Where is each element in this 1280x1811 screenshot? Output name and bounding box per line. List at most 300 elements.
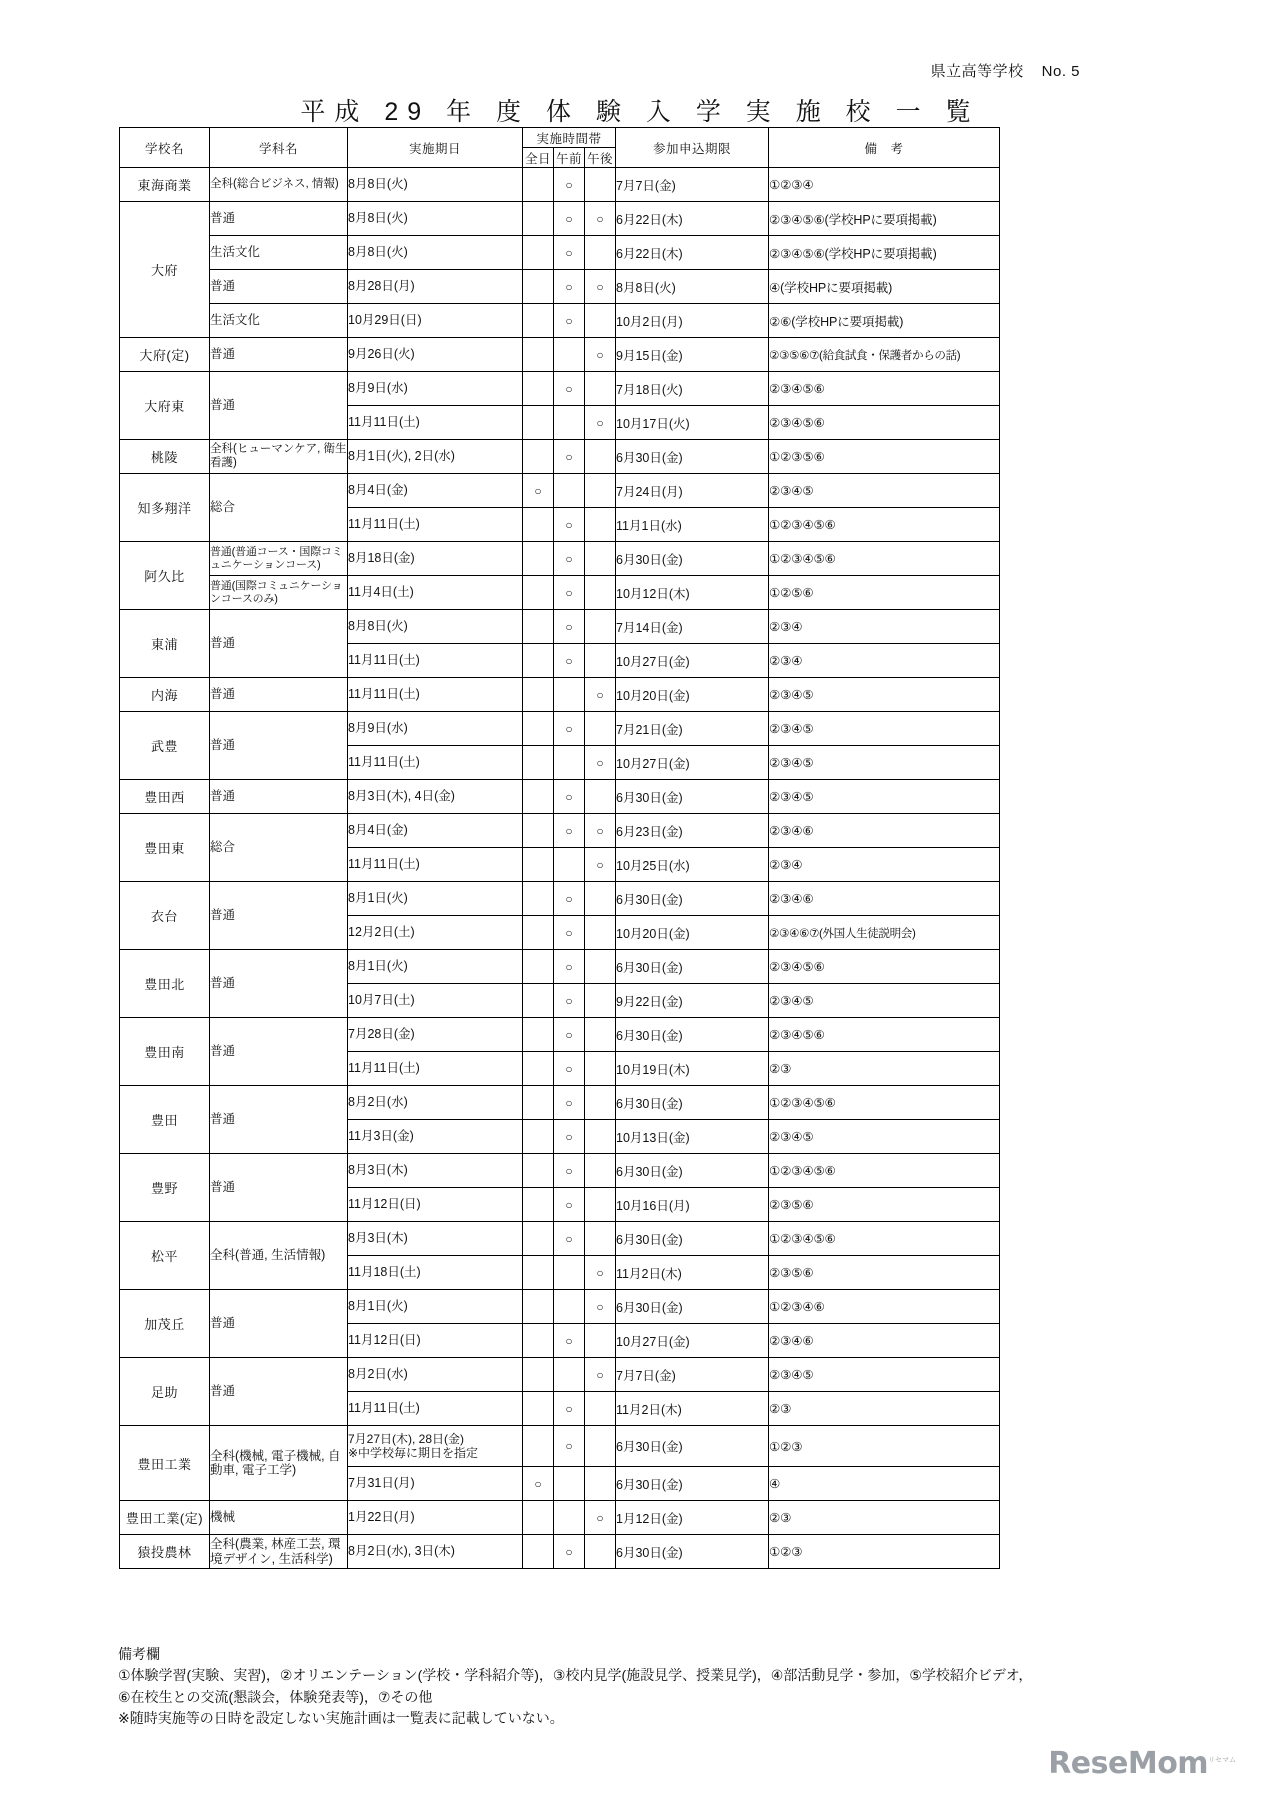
cell-school-name: 桃陵 bbox=[120, 440, 210, 474]
cell-department-name: 普通 bbox=[210, 372, 348, 440]
cell-department-name: 普通 bbox=[210, 338, 348, 372]
cell-pm-mark: ○ bbox=[585, 338, 616, 372]
cell-implementation-date: 11月11日(土) bbox=[348, 1392, 523, 1426]
cell-allday-mark bbox=[523, 1188, 554, 1222]
cell-allday-mark bbox=[523, 644, 554, 678]
cell-implementation-date: 8月1日(火) bbox=[348, 1290, 523, 1324]
cell-am-mark: ○ bbox=[554, 644, 585, 678]
cell-am-mark: ○ bbox=[554, 1120, 585, 1154]
cell-remarks: ②③④⑤⑥(学校HPに要項掲載) bbox=[769, 202, 1000, 236]
cell-school-name: 大府東 bbox=[120, 372, 210, 440]
cell-pm-mark bbox=[585, 1120, 616, 1154]
table-row bbox=[120, 474, 1000, 508]
cell-remarks: ②③④⑤ bbox=[769, 678, 1000, 712]
cell-implementation-date: 8月1日(火) bbox=[348, 950, 523, 984]
cell-application-deadline: 10月27日(金) bbox=[616, 644, 769, 678]
cell-am-mark bbox=[554, 406, 585, 440]
cell-am-mark: ○ bbox=[554, 610, 585, 644]
cell-remarks: ②③ bbox=[769, 1501, 1000, 1535]
cell-am-mark: ○ bbox=[554, 1018, 585, 1052]
logo-text: ReseMom bbox=[1048, 1746, 1209, 1781]
cell-allday-mark bbox=[523, 236, 554, 270]
cell-remarks: ②③④⑥ bbox=[769, 814, 1000, 848]
cell-department-name: 機械 bbox=[210, 1501, 348, 1535]
cell-am-mark: ○ bbox=[554, 1392, 585, 1426]
cell-allday-mark bbox=[523, 304, 554, 338]
cell-implementation-date: 8月4日(金) bbox=[348, 474, 523, 508]
cell-remarks: ②③⑤⑥⑦(給食試食・保護者からの話) bbox=[769, 338, 1000, 372]
cell-pm-mark: ○ bbox=[585, 1290, 616, 1324]
cell-am-mark bbox=[554, 1358, 585, 1392]
cell-pm-mark bbox=[585, 1392, 616, 1426]
cell-application-deadline: 6月23日(金) bbox=[616, 814, 769, 848]
cell-application-deadline: 6月30日(金) bbox=[616, 882, 769, 916]
cell-remarks: ②③④⑥ bbox=[769, 882, 1000, 916]
table-row bbox=[120, 814, 1000, 848]
cell-am-mark: ○ bbox=[554, 304, 585, 338]
cell-application-deadline: 10月12日(木) bbox=[616, 576, 769, 610]
cell-department-name: 全科(農業, 林産工芸, 環境デザイン, 生活科学) bbox=[210, 1535, 348, 1569]
table-row bbox=[120, 168, 1000, 202]
cell-implementation-date: 11月11日(土) bbox=[348, 746, 523, 780]
cell-pm-mark bbox=[585, 1324, 616, 1358]
cell-department-name: 全科(普通, 生活情報) bbox=[210, 1222, 348, 1290]
cell-allday-mark bbox=[523, 882, 554, 916]
cell-remarks: ①②③ bbox=[769, 1535, 1000, 1569]
cell-remarks: ②⑥(学校HPに要項掲載) bbox=[769, 304, 1000, 338]
cell-application-deadline: 6月30日(金) bbox=[616, 1467, 769, 1501]
school-type-label: 県立高等学校 bbox=[930, 63, 1024, 80]
cell-application-deadline: 6月22日(木) bbox=[616, 236, 769, 270]
cell-application-deadline: 6月30日(金) bbox=[616, 780, 769, 814]
cell-allday-mark bbox=[523, 1392, 554, 1426]
cell-school-name: 豊野 bbox=[120, 1154, 210, 1222]
table-header-row-1 bbox=[120, 128, 1000, 148]
cell-implementation-date: 8月3日(木) bbox=[348, 1154, 523, 1188]
cell-implementation-date: 7月31日(月) bbox=[348, 1467, 523, 1501]
cell-application-deadline: 7月24日(月) bbox=[616, 474, 769, 508]
table-row bbox=[120, 610, 1000, 644]
cell-am-mark bbox=[554, 848, 585, 882]
cell-allday-mark bbox=[523, 1120, 554, 1154]
cell-pm-mark: ○ bbox=[585, 848, 616, 882]
cell-pm-mark: ○ bbox=[585, 814, 616, 848]
cell-pm-mark bbox=[585, 542, 616, 576]
cell-school-name: 足助 bbox=[120, 1358, 210, 1426]
cell-remarks: ②③④⑤ bbox=[769, 474, 1000, 508]
col-header-remarks: 備 考 bbox=[769, 128, 1000, 168]
table-header bbox=[120, 128, 1000, 168]
cell-implementation-date: 8月3日(木), 4日(金) bbox=[348, 780, 523, 814]
cell-school-name: 加茂丘 bbox=[120, 1290, 210, 1358]
cell-application-deadline: 6月30日(金) bbox=[616, 440, 769, 474]
cell-allday-mark bbox=[523, 780, 554, 814]
cell-implementation-date: 11月3日(金) bbox=[348, 1120, 523, 1154]
cell-application-deadline: 7月7日(金) bbox=[616, 1358, 769, 1392]
table-row bbox=[120, 304, 1000, 338]
cell-remarks: ②③④ bbox=[769, 644, 1000, 678]
cell-am-mark: ○ bbox=[554, 440, 585, 474]
table-row bbox=[120, 780, 1000, 814]
table-row bbox=[120, 712, 1000, 746]
cell-am-mark: ○ bbox=[554, 780, 585, 814]
cell-application-deadline: 1月12日(金) bbox=[616, 1501, 769, 1535]
cell-remarks: ①②③④⑤⑥ bbox=[769, 508, 1000, 542]
cell-application-deadline: 10月2日(月) bbox=[616, 304, 769, 338]
cell-am-mark: ○ bbox=[554, 270, 585, 304]
cell-implementation-date: 9月26日(火) bbox=[348, 338, 523, 372]
table-row bbox=[120, 1154, 1000, 1188]
cell-implementation-date: 8月28日(月) bbox=[348, 270, 523, 304]
cell-department-name: 普通(普通コース・国際コミュニケーションコース) bbox=[210, 542, 348, 576]
cell-implementation-date: 11月18日(土) bbox=[348, 1256, 523, 1290]
cell-am-mark: ○ bbox=[554, 916, 585, 950]
schedule-table bbox=[119, 127, 1000, 1569]
cell-remarks: ②③④⑤ bbox=[769, 712, 1000, 746]
schedule-table-container bbox=[119, 127, 999, 1569]
cell-am-mark bbox=[554, 746, 585, 780]
cell-allday-mark bbox=[523, 610, 554, 644]
cell-pm-mark bbox=[585, 950, 616, 984]
cell-pm-mark bbox=[585, 168, 616, 202]
cell-remarks: ②③④⑤⑥ bbox=[769, 1018, 1000, 1052]
remarks-legend-heading: 備考欄 bbox=[118, 1646, 160, 1662]
cell-implementation-date: 12月2日(土) bbox=[348, 916, 523, 950]
cell-am-mark: ○ bbox=[554, 576, 585, 610]
table-row bbox=[120, 440, 1000, 474]
cell-am-mark: ○ bbox=[554, 1154, 585, 1188]
cell-application-deadline: 7月21日(金) bbox=[616, 712, 769, 746]
cell-am-mark bbox=[554, 1501, 585, 1535]
cell-implementation-date: 8月18日(金) bbox=[348, 542, 523, 576]
cell-allday-mark bbox=[523, 916, 554, 950]
logo-rubi: リセマム bbox=[1208, 1756, 1236, 1764]
cell-pm-mark bbox=[585, 712, 616, 746]
cell-school-name: 豊田西 bbox=[120, 780, 210, 814]
cell-school-name: 大府(定) bbox=[120, 338, 210, 372]
cell-am-mark bbox=[554, 338, 585, 372]
cell-allday-mark bbox=[523, 1052, 554, 1086]
cell-pm-mark bbox=[585, 644, 616, 678]
cell-am-mark: ○ bbox=[554, 1535, 585, 1569]
cell-application-deadline: 9月15日(金) bbox=[616, 338, 769, 372]
cell-pm-mark: ○ bbox=[585, 746, 616, 780]
page-number-label: No. 5 bbox=[1041, 63, 1080, 80]
table-row bbox=[120, 338, 1000, 372]
cell-implementation-date: 8月3日(木) bbox=[348, 1222, 523, 1256]
cell-pm-mark bbox=[585, 508, 616, 542]
cell-remarks: ②③ bbox=[769, 1052, 1000, 1086]
table-row bbox=[120, 1290, 1000, 1324]
cell-pm-mark bbox=[585, 1154, 616, 1188]
col-header-department: 学科名 bbox=[210, 128, 348, 168]
table-row bbox=[120, 1222, 1000, 1256]
remarks-legend-line-2: ⑥在校生との交流(懇談会，体験発表等)，⑦その他 bbox=[118, 1688, 433, 1705]
cell-implementation-date: 10月7日(土) bbox=[348, 984, 523, 1018]
cell-am-mark bbox=[554, 1290, 585, 1324]
cell-department-name: 総合 bbox=[210, 474, 348, 542]
cell-remarks: ①②⑤⑥ bbox=[769, 576, 1000, 610]
cell-allday-mark bbox=[523, 1426, 554, 1467]
cell-department-name: 普通 bbox=[210, 610, 348, 678]
cell-application-deadline: 10月25日(水) bbox=[616, 848, 769, 882]
document-header bbox=[931, 60, 1080, 81]
cell-pm-mark bbox=[585, 916, 616, 950]
cell-remarks: ②③④⑤ bbox=[769, 1120, 1000, 1154]
table-row bbox=[120, 236, 1000, 270]
cell-allday-mark bbox=[523, 1222, 554, 1256]
cell-school-name: 豊田東 bbox=[120, 814, 210, 882]
table-row bbox=[120, 1426, 1000, 1467]
cell-implementation-date: 11月11日(土) bbox=[348, 678, 523, 712]
cell-implementation-date: 8月8日(火) bbox=[348, 236, 523, 270]
cell-application-deadline: 6月30日(金) bbox=[616, 1290, 769, 1324]
cell-am-mark: ○ bbox=[554, 542, 585, 576]
cell-application-deadline: 10月27日(金) bbox=[616, 746, 769, 780]
cell-school-name: 東海商業 bbox=[120, 168, 210, 202]
cell-am-mark: ○ bbox=[554, 950, 585, 984]
col-header-deadline: 参加申込期限 bbox=[616, 128, 769, 168]
cell-allday-mark bbox=[523, 372, 554, 406]
cell-school-name: 豊田南 bbox=[120, 1018, 210, 1086]
cell-pm-mark bbox=[585, 1467, 616, 1501]
cell-allday-mark bbox=[523, 168, 554, 202]
cell-pm-mark: ○ bbox=[585, 270, 616, 304]
cell-allday-mark bbox=[523, 508, 554, 542]
cell-remarks: ①②③④ bbox=[769, 168, 1000, 202]
cell-remarks: ②③ bbox=[769, 1392, 1000, 1426]
cell-pm-mark bbox=[585, 1188, 616, 1222]
cell-remarks: ②③④⑤ bbox=[769, 780, 1000, 814]
cell-school-name: 豊田北 bbox=[120, 950, 210, 1018]
cell-implementation-date: 8月4日(金) bbox=[348, 814, 523, 848]
cell-am-mark: ○ bbox=[554, 1324, 585, 1358]
table-row bbox=[120, 1018, 1000, 1052]
cell-remarks: ④(学校HPに要項掲載) bbox=[769, 270, 1000, 304]
cell-am-mark bbox=[554, 1256, 585, 1290]
cell-implementation-date: 8月1日(火), 2日(水) bbox=[348, 440, 523, 474]
cell-allday-mark bbox=[523, 848, 554, 882]
cell-implementation-date: 11月4日(土) bbox=[348, 576, 523, 610]
col-header-date: 実施期日 bbox=[348, 128, 523, 168]
cell-department-name: 総合 bbox=[210, 814, 348, 882]
col-header-timeslot-group: 実施時間帯 bbox=[523, 128, 616, 148]
remarks-legend bbox=[118, 1644, 1178, 1729]
cell-pm-mark bbox=[585, 1086, 616, 1120]
table-row bbox=[120, 372, 1000, 406]
cell-school-name: 知多翔洋 bbox=[120, 474, 210, 542]
cell-department-name: 普通 bbox=[210, 1086, 348, 1154]
cell-remarks: ②③④⑥⑦(外国人生徒説明会) bbox=[769, 916, 1000, 950]
cell-pm-mark bbox=[585, 1018, 616, 1052]
cell-department-name: 普通 bbox=[210, 712, 348, 780]
cell-application-deadline: 6月30日(金) bbox=[616, 1086, 769, 1120]
cell-remarks: ①②③④⑥ bbox=[769, 1290, 1000, 1324]
cell-implementation-date: 8月2日(水), 3日(木) bbox=[348, 1535, 523, 1569]
cell-department-name: 普通 bbox=[210, 950, 348, 1018]
cell-allday-mark: ○ bbox=[523, 474, 554, 508]
cell-allday-mark bbox=[523, 984, 554, 1018]
cell-implementation-date: 1月22日(月) bbox=[348, 1501, 523, 1535]
cell-implementation-date: 11月11日(土) bbox=[348, 508, 523, 542]
cell-am-mark: ○ bbox=[554, 1052, 585, 1086]
cell-remarks: ②③⑤⑥ bbox=[769, 1188, 1000, 1222]
cell-pm-mark bbox=[585, 1052, 616, 1086]
table-row bbox=[120, 202, 1000, 236]
cell-remarks: ②③④⑤ bbox=[769, 984, 1000, 1018]
cell-application-deadline: 6月30日(金) bbox=[616, 542, 769, 576]
cell-allday-mark bbox=[523, 1154, 554, 1188]
cell-pm-mark bbox=[585, 1222, 616, 1256]
cell-department-name: 全科(機械, 電子機械, 自動車, 電子工学) bbox=[210, 1426, 348, 1501]
col-header-pm: 午後 bbox=[585, 148, 616, 168]
cell-allday-mark bbox=[523, 202, 554, 236]
cell-allday-mark bbox=[523, 1324, 554, 1358]
cell-department-name: 普通 bbox=[210, 270, 348, 304]
cell-department-name: 生活文化 bbox=[210, 236, 348, 270]
cell-application-deadline: 6月30日(金) bbox=[616, 1535, 769, 1569]
table-row bbox=[120, 542, 1000, 576]
cell-pm-mark: ○ bbox=[585, 406, 616, 440]
cell-allday-mark bbox=[523, 440, 554, 474]
cell-application-deadline: 10月20日(金) bbox=[616, 916, 769, 950]
cell-implementation-date: 10月29日(日) bbox=[348, 304, 523, 338]
cell-remarks: ④ bbox=[769, 1467, 1000, 1501]
cell-application-deadline: 6月30日(金) bbox=[616, 1426, 769, 1467]
cell-am-mark bbox=[554, 1467, 585, 1501]
cell-department-name: 全科(総合ビジネス, 情報) bbox=[210, 168, 348, 202]
cell-remarks: ①②③④⑤⑥ bbox=[769, 1086, 1000, 1120]
cell-allday-mark bbox=[523, 1086, 554, 1120]
cell-implementation-date: 8月9日(水) bbox=[348, 712, 523, 746]
cell-department-name: 普通 bbox=[210, 1018, 348, 1086]
cell-school-name: 大府 bbox=[120, 202, 210, 338]
cell-pm-mark bbox=[585, 372, 616, 406]
cell-allday-mark bbox=[523, 950, 554, 984]
cell-remarks: ②③④ bbox=[769, 610, 1000, 644]
resemom-logo bbox=[1048, 1746, 1236, 1781]
cell-application-deadline: 6月30日(金) bbox=[616, 1154, 769, 1188]
cell-application-deadline: 10月19日(木) bbox=[616, 1052, 769, 1086]
cell-remarks: ①②③⑤⑥ bbox=[769, 440, 1000, 474]
cell-implementation-date: 8月2日(水) bbox=[348, 1086, 523, 1120]
cell-pm-mark bbox=[585, 304, 616, 338]
page-title: 平成 29 年 度 体 験 入 学 実 施 校 一 覧 bbox=[300, 98, 980, 126]
cell-am-mark: ○ bbox=[554, 1086, 585, 1120]
cell-pm-mark bbox=[585, 882, 616, 916]
table-row bbox=[120, 1086, 1000, 1120]
cell-department-name: 普通(国際コミュニケーションコースのみ) bbox=[210, 576, 348, 610]
cell-implementation-date: 11月11日(土) bbox=[348, 406, 523, 440]
cell-application-deadline: 10月16日(月) bbox=[616, 1188, 769, 1222]
cell-am-mark: ○ bbox=[554, 508, 585, 542]
cell-pm-mark bbox=[585, 780, 616, 814]
table-row bbox=[120, 950, 1000, 984]
cell-implementation-date: 7月28日(金) bbox=[348, 1018, 523, 1052]
cell-pm-mark: ○ bbox=[585, 202, 616, 236]
cell-department-name: 普通 bbox=[210, 780, 348, 814]
cell-allday-mark bbox=[523, 576, 554, 610]
cell-allday-mark bbox=[523, 814, 554, 848]
cell-implementation-date: 11月12日(日) bbox=[348, 1188, 523, 1222]
cell-pm-mark bbox=[585, 610, 616, 644]
cell-pm-mark bbox=[585, 236, 616, 270]
cell-pm-mark: ○ bbox=[585, 1501, 616, 1535]
cell-implementation-date: 7月27日(木), 28日(金) ※中学校毎に期日を指定 bbox=[348, 1426, 523, 1467]
cell-allday-mark bbox=[523, 1290, 554, 1324]
col-header-school: 学校名 bbox=[120, 128, 210, 168]
cell-school-name: 東浦 bbox=[120, 610, 210, 678]
cell-remarks: ①②③④⑤⑥ bbox=[769, 542, 1000, 576]
cell-remarks: ②③④⑤⑥ bbox=[769, 406, 1000, 440]
cell-allday-mark: ○ bbox=[523, 1467, 554, 1501]
cell-school-name: 武豊 bbox=[120, 712, 210, 780]
cell-department-name: 普通 bbox=[210, 1290, 348, 1358]
table-row bbox=[120, 1535, 1000, 1569]
cell-allday-mark bbox=[523, 1501, 554, 1535]
cell-am-mark: ○ bbox=[554, 984, 585, 1018]
cell-implementation-date: 8月2日(水) bbox=[348, 1358, 523, 1392]
cell-implementation-date: 11月11日(土) bbox=[348, 1052, 523, 1086]
cell-implementation-date: 11月12日(日) bbox=[348, 1324, 523, 1358]
cell-application-deadline: 10月13日(金) bbox=[616, 1120, 769, 1154]
cell-implementation-date: 11月11日(土) bbox=[348, 644, 523, 678]
table-row bbox=[120, 576, 1000, 610]
cell-school-name: 内海 bbox=[120, 678, 210, 712]
cell-am-mark: ○ bbox=[554, 1188, 585, 1222]
cell-pm-mark bbox=[585, 1426, 616, 1467]
cell-am-mark: ○ bbox=[554, 1426, 585, 1467]
cell-pm-mark bbox=[585, 984, 616, 1018]
cell-pm-mark: ○ bbox=[585, 1358, 616, 1392]
remarks-legend-line-1: ①体験学習(実験、実習)，②オリエンテーション(学校・学科紹介等)，③校内見学(施設見学、授業見学)，④部活動見学・参加，⑤学校紹介ビデオ， bbox=[118, 1667, 1033, 1684]
cell-pm-mark: ○ bbox=[585, 1256, 616, 1290]
cell-allday-mark bbox=[523, 270, 554, 304]
table-row bbox=[120, 270, 1000, 304]
cell-application-deadline: 7月18日(火) bbox=[616, 372, 769, 406]
cell-remarks: ①②③④⑤⑥ bbox=[769, 1154, 1000, 1188]
cell-school-name: 衣台 bbox=[120, 882, 210, 950]
cell-school-name: 阿久比 bbox=[120, 542, 210, 610]
cell-application-deadline: 7月14日(金) bbox=[616, 610, 769, 644]
cell-implementation-date: 8月8日(火) bbox=[348, 610, 523, 644]
cell-am-mark: ○ bbox=[554, 168, 585, 202]
cell-remarks: ②③④⑥ bbox=[769, 1324, 1000, 1358]
cell-application-deadline: 10月17日(火) bbox=[616, 406, 769, 440]
cell-am-mark: ○ bbox=[554, 882, 585, 916]
cell-school-name: 豊田工業 bbox=[120, 1426, 210, 1501]
cell-application-deadline: 10月27日(金) bbox=[616, 1324, 769, 1358]
cell-application-deadline: 11月2日(木) bbox=[616, 1392, 769, 1426]
cell-application-deadline: 8月8日(火) bbox=[616, 270, 769, 304]
cell-school-name: 豊田工業(定) bbox=[120, 1501, 210, 1535]
cell-pm-mark bbox=[585, 474, 616, 508]
cell-remarks: ②③④⑤ bbox=[769, 1358, 1000, 1392]
cell-am-mark: ○ bbox=[554, 814, 585, 848]
cell-pm-mark bbox=[585, 1535, 616, 1569]
cell-remarks: ②③④⑤⑥(学校HPに要項掲載) bbox=[769, 236, 1000, 270]
cell-allday-mark bbox=[523, 1358, 554, 1392]
cell-allday-mark bbox=[523, 338, 554, 372]
table-body bbox=[120, 168, 1000, 1569]
cell-implementation-date: 8月1日(火) bbox=[348, 882, 523, 916]
remarks-legend-line-3: ※随時実施等の日時を設定しない実施計画は一覧表に記載していない。 bbox=[118, 1709, 564, 1726]
cell-pm-mark bbox=[585, 576, 616, 610]
cell-application-deadline: 11月1日(水) bbox=[616, 508, 769, 542]
table-row bbox=[120, 1501, 1000, 1535]
cell-application-deadline: 10月20日(金) bbox=[616, 678, 769, 712]
cell-department-name: 普通 bbox=[210, 1358, 348, 1426]
